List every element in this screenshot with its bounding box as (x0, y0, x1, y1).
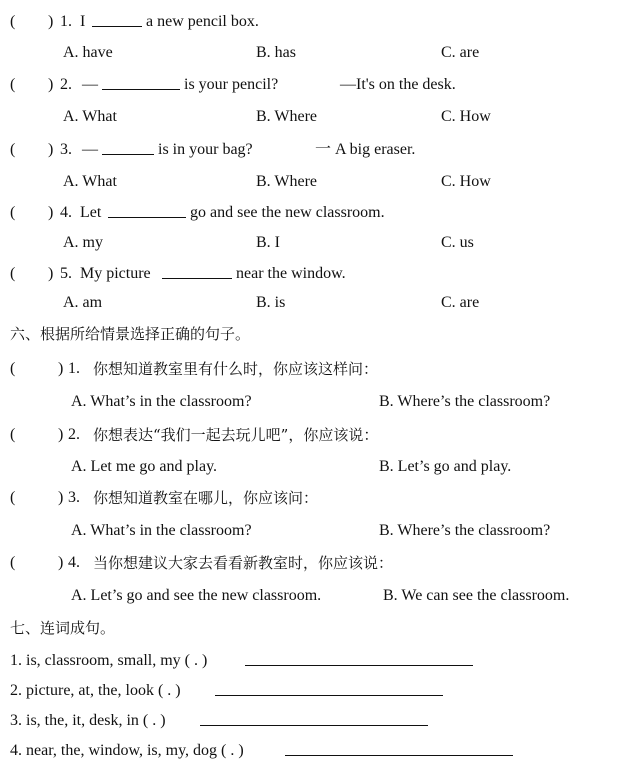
question-prompt: 你想知道教室里有什么时，你应该这样问： (93, 360, 379, 378)
option-c: C. are (441, 44, 480, 61)
section6-title: 六、根据所给情景选择正确的句子。 (10, 325, 251, 343)
option-b: B. Where’s the classroom? (379, 393, 551, 410)
word-list: 2. picture, at, the, look ( . ) (10, 682, 181, 699)
option-c: C. How (441, 108, 491, 125)
question-number: 2. (60, 76, 72, 93)
option-b: B. is (256, 294, 286, 311)
question-number: 5. (60, 265, 72, 282)
option-c: C. us (441, 234, 474, 251)
word-list: 1. is, classroom, small, my ( . ) (10, 652, 208, 669)
paren-close: ) (58, 489, 64, 506)
paren-close: ) (48, 204, 54, 221)
question-post: go and see the new classroom. (190, 204, 385, 221)
option-a: A. have (63, 44, 113, 61)
paren-open: ( (10, 13, 16, 30)
question-pre: — (82, 76, 98, 93)
answer-blank[interactable] (102, 140, 154, 155)
paren-close: ) (48, 265, 54, 282)
question-pre: — (82, 141, 98, 158)
paren-open: ( (10, 141, 16, 158)
question-post: near the window. (236, 265, 346, 282)
question-number: 3. (68, 489, 80, 506)
option-c: C. How (441, 173, 491, 190)
question-number: 3. (60, 141, 72, 158)
answer-blank[interactable] (92, 12, 142, 27)
paren-open: ( (10, 554, 16, 571)
reply-text: —It's on the desk. (340, 76, 456, 93)
question-number: 2. (68, 426, 80, 443)
section7-title: 七、连词成句。 (10, 619, 116, 637)
answer-blank[interactable] (102, 75, 180, 90)
paren-open: ( (10, 76, 16, 93)
option-b: B. Where (256, 108, 318, 125)
answer-blank[interactable] (108, 203, 186, 218)
option-a: A. What (63, 108, 117, 125)
reply-text: 一 A big eraser. (315, 141, 416, 158)
paren-close: ) (58, 554, 64, 571)
option-a: A. What’s in the classroom? (71, 393, 252, 410)
option-a: A. Let’s go and see the new classroom. (71, 587, 322, 604)
option-b: B. I (256, 234, 280, 251)
option-a: A. What (63, 173, 117, 190)
paren-close: ) (48, 76, 54, 93)
paren-close: ) (48, 141, 54, 158)
answer-line[interactable] (285, 741, 513, 756)
paren-open: ( (10, 426, 16, 443)
paren-close: ) (58, 426, 64, 443)
paren-open: ( (10, 360, 16, 377)
question-post: a new pencil box. (146, 13, 259, 30)
option-b: B. Let’s go and play. (379, 458, 512, 475)
paren-open: ( (10, 265, 16, 282)
question-pre: My picture (80, 265, 151, 282)
option-a: A. am (63, 294, 103, 311)
question-number: 4. (68, 554, 80, 571)
answer-line[interactable] (215, 681, 443, 696)
paren-open: ( (10, 489, 16, 506)
option-a: A. my (63, 234, 103, 251)
option-b: B. has (256, 44, 296, 61)
question-number: 1. (60, 13, 72, 30)
paren-close: ) (48, 13, 54, 30)
option-b: B. Where (256, 173, 318, 190)
question-prompt: 你想知道教室在哪儿，你应该问： (93, 489, 319, 507)
word-list: 3. is, the, it, desk, in ( . ) (10, 712, 166, 729)
question-pre: Let (80, 204, 102, 221)
paren-close: ) (58, 360, 64, 377)
answer-line[interactable] (245, 651, 473, 666)
paren-open: ( (10, 204, 16, 221)
word-list: 4. near, the, window, is, my, dog ( . ) (10, 742, 244, 759)
question-post: is your pencil? (184, 76, 279, 93)
question-prompt: 当你想建议大家去看看新教室时，你应该说： (93, 554, 394, 572)
question-post: is in your bag? (158, 141, 253, 158)
answer-blank[interactable] (162, 264, 232, 279)
question-pre: I (80, 13, 86, 30)
option-b: B. We can see the classroom. (383, 587, 570, 604)
option-a: A. Let me go and play. (71, 458, 218, 475)
option-a: A. What’s in the classroom? (71, 522, 252, 539)
question-prompt: 你想表达“我们一起去玩儿吧”，你应该说： (93, 426, 379, 444)
option-c: C. are (441, 294, 480, 311)
question-number: 4. (60, 204, 72, 221)
option-b: B. Where’s the classroom? (379, 522, 551, 539)
question-number: 1. (68, 360, 80, 377)
answer-line[interactable] (200, 711, 428, 726)
